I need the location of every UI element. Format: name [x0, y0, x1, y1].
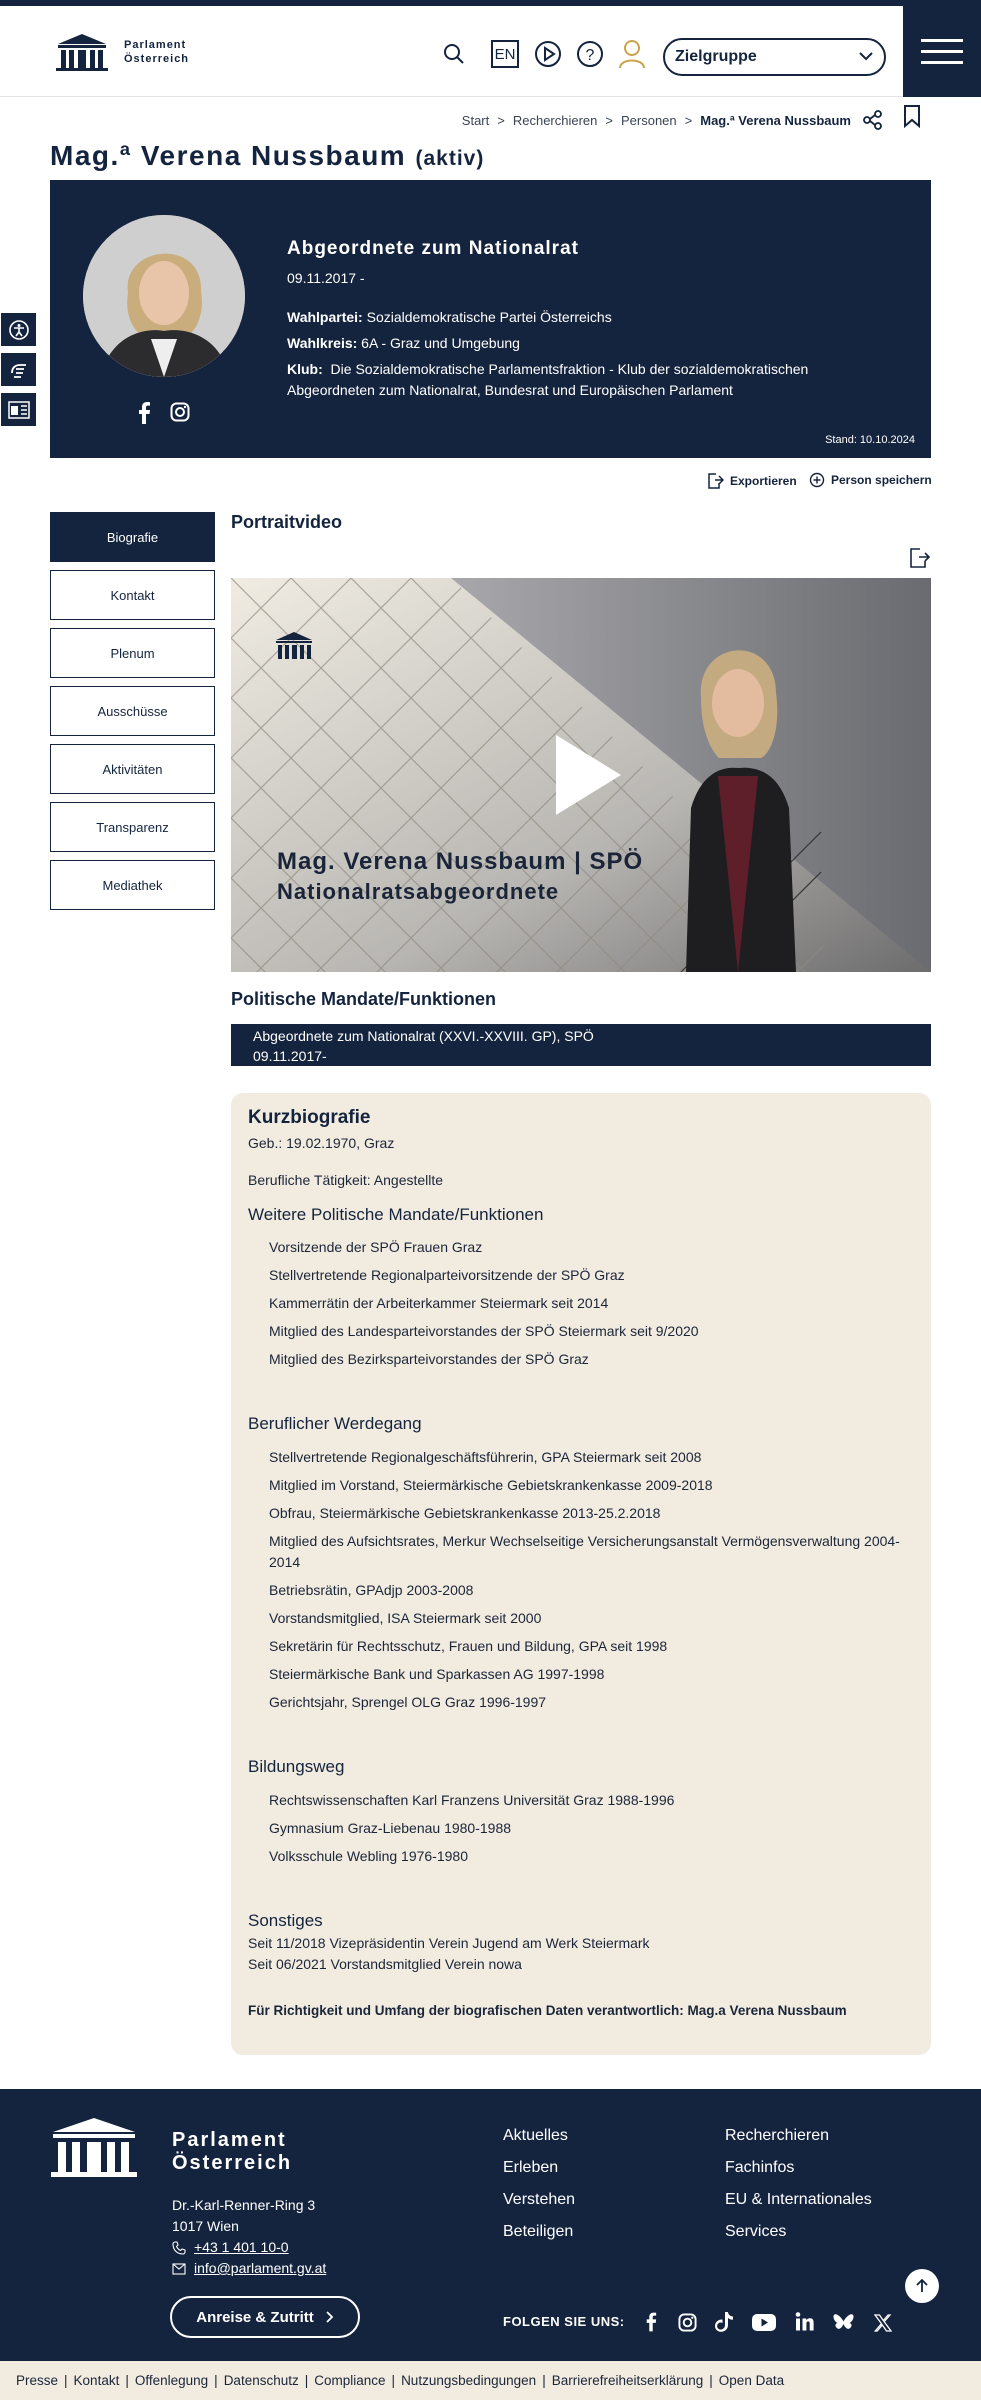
help-icon[interactable] — [576, 40, 604, 68]
footer-address1: Dr.-Karl-Renner-Ring 3 — [172, 2197, 316, 2213]
instagram-icon[interactable] — [170, 402, 190, 422]
profile-card — [50, 180, 931, 458]
list-item: Mitglied des Landesparteivorstandes der SPÖ Steiermark seit 9/2020 — [269, 1323, 699, 1339]
footer-address2: 1017 Wien — [172, 2218, 239, 2234]
wahlpartei-label: Wahlpartei: — [287, 309, 363, 325]
wahlpartei-value: Sozialdemokratische Partei Österreichs — [366, 309, 612, 325]
legal-link-datenschutz[interactable]: Datenschutz — [223, 2373, 299, 2388]
klub-value: Die Sozialdemokratische Parlamentsfraktion - Klub der sozialdemokratischen Abgeordneten zum Nationalrat, Bundesrat und Europäischen Parlament — [287, 361, 809, 398]
profile-role: Abgeordnete zum Nationalrat — [287, 238, 579, 259]
video-title-line1: Mag. Verena Nussbaum | SPÖ — [277, 848, 644, 875]
bio-sonstiges-1: Seit 11/2018 Vizepräsidentin Verein Jugend am Werk Steiermark — [248, 1935, 650, 1951]
footer-link-fachinfos[interactable]: Fachinfos — [725, 2159, 795, 2176]
svg-text:?: ? — [585, 47, 595, 64]
nav-transparenz[interactable]: Transparenz — [50, 802, 215, 852]
list-item: Obfrau, Steiermärkische Gebietskrankenkasse 2013-25.2.2018 — [269, 1505, 661, 1521]
legal-link-offenlegung[interactable]: Offenlegung — [134, 2373, 209, 2388]
anreise-label: Anreise & Zutritt — [196, 2308, 314, 2326]
profile-date: 09.11.2017 - — [287, 270, 365, 286]
wahlkreis-label: Wahlkreis: — [287, 335, 358, 351]
parliament-building-icon — [54, 32, 110, 72]
list-item: Vorstandsmitglied, ISA Steiermark seit 2000 — [269, 1610, 542, 1626]
page-title — [50, 140, 484, 172]
bio-job: Berufliche Tätigkeit: Angestellte — [248, 1172, 444, 1188]
list-item: Stellvertretende Regionalparteivorsitzende der SPÖ Graz — [269, 1267, 625, 1283]
footer-link-recherchieren[interactable]: Recherchieren — [725, 2127, 830, 2144]
footer-link-eu[interactable]: EU & Internationales — [725, 2191, 872, 2208]
search-icon[interactable] — [440, 40, 468, 68]
klub-label: Klub: — [287, 361, 323, 377]
list-item: Steiermärkische Bank und Sparkassen AG 1997-1998 — [269, 1666, 605, 1682]
x-icon[interactable] — [874, 2314, 892, 2332]
facebook-icon[interactable] — [645, 2312, 657, 2332]
bio-weitere-heading: Weitere Politische Mandate/Funktionen — [248, 1205, 544, 1224]
breadcrumb-start[interactable]: Start — [461, 112, 490, 128]
legal-link-barrierefreiheit[interactable]: Barrierefreiheitserklärung — [551, 2373, 704, 2388]
parliament-building-icon[interactable] — [49, 2114, 139, 2178]
list-item: Kammerrätin der Arbeiterkammer Steiermark seit 2014 — [269, 1295, 609, 1311]
list-item: Gymnasium Graz-Liebenau 1980-1988 — [269, 1820, 512, 1836]
nav-aktivitaeten[interactable]: Aktivitäten — [50, 744, 215, 794]
menu-button[interactable] — [903, 6, 981, 97]
list-item: Vorsitzende der SPÖ Frauen Graz — [269, 1239, 483, 1255]
list-item: Stellvertretende Regionalgeschäftsführerin, GPA Steiermark seit 2008 — [269, 1449, 702, 1465]
tiktok-icon[interactable] — [715, 2311, 733, 2332]
share-icon[interactable] — [863, 110, 883, 130]
video-thumbnail — [231, 578, 931, 972]
facebook-icon[interactable] — [137, 402, 151, 424]
wahlkreis-value: 6A - Graz und Umgebung — [361, 335, 520, 351]
footer-email[interactable]: info@parlament.gv.at — [194, 2260, 327, 2276]
list-item: Mitglied des Aufsichtsrates, Merkur Wechselseitige Versicherungsanstalt Vermögensverwaltung 2004-2014 — [269, 1533, 900, 1570]
mandate-heading: Politische Mandate/Funktionen — [231, 989, 497, 1009]
instagram-icon[interactable] — [678, 2313, 697, 2332]
portrait-video[interactable] — [231, 578, 931, 972]
werdegang-list — [248, 1447, 914, 1713]
parlament-logo[interactable] — [54, 32, 189, 72]
bio-sonstiges-heading: Sonstiges — [248, 1911, 323, 1930]
breadcrumb-recherchieren[interactable]: Recherchieren — [512, 112, 598, 128]
bluesky-icon[interactable] — [833, 2313, 854, 2332]
save-person-link[interactable] — [809, 472, 932, 488]
phone-icon — [172, 2241, 186, 2255]
stand-date: Stand: 10.10.2024 — [825, 434, 915, 446]
nav-kontakt[interactable]: Kontakt — [50, 570, 215, 620]
footer-logo-line1: Parlament — [172, 2129, 287, 2151]
add-circle-icon — [809, 472, 825, 488]
nav-plenum[interactable]: Plenum — [50, 628, 215, 678]
footer-link-services[interactable]: Services — [725, 2223, 787, 2240]
export-icon[interactable] — [907, 546, 931, 570]
mandate-line1: Abgeordnete zum Nationalrat (XXVI.-XXVIII. GP), SPÖ — [253, 1028, 594, 1044]
back-to-top-button[interactable] — [905, 2269, 939, 2303]
bio-born: Geb.: 19.02.1970, Graz — [248, 1135, 395, 1151]
bio-werdegang-heading: Beruflicher Werdegang — [248, 1414, 422, 1433]
export-label: Exportieren — [730, 474, 797, 488]
sign-language-icon[interactable] — [0, 352, 37, 387]
breadcrumb: Start > Recherchieren > Personen > Mag.ª Verena Nussbaum — [462, 110, 883, 130]
anreise-button[interactable] — [170, 2296, 360, 2338]
linkedin-icon[interactable] — [795, 2312, 814, 2331]
nav-mediathek[interactable]: Mediathek — [50, 860, 215, 910]
list-item: Volksschule Webling 1976-1980 — [269, 1848, 468, 1864]
person-status: (aktiv) — [415, 147, 485, 170]
zielgruppe-label: Zielgruppe — [675, 48, 757, 65]
bio-sonstiges-2: Seit 06/2021 Vorstandsmitglied Verein nowa — [248, 1956, 522, 1972]
youtube-icon[interactable] — [752, 2314, 776, 2331]
mandate-line2: 09.11.2017- — [253, 1048, 327, 1064]
footer-link-beteiligen[interactable]: Beteiligen — [503, 2223, 574, 2240]
breadcrumb-personen[interactable]: Personen — [620, 112, 677, 128]
person-name: Mag.ª Verena Nussbaum — [50, 140, 407, 171]
footer-link-aktuelles[interactable]: Aktuelles — [503, 2127, 568, 2144]
list-item: Sekretärin für Rechtsschutz, Frauen und Bildung, GPA seit 1998 — [269, 1638, 668, 1654]
footer-link-erleben[interactable]: Erleben — [503, 2159, 559, 2176]
nav-biografie[interactable]: Biografie — [50, 512, 215, 562]
list-item: Mitglied im Vorstand, Steiermärkische Gebietskrankenkasse 2009-2018 — [269, 1477, 713, 1493]
biography-card — [231, 1093, 931, 2055]
portraitvideo-heading: Portraitvideo — [231, 512, 343, 532]
legal-link-open-data[interactable]: Open Data — [718, 2373, 785, 2388]
footer-phone[interactable]: +43 1 401 10-0 — [194, 2239, 289, 2255]
list-item: Gerichtsjahr, Sprengel OLG Graz 1996-1997 — [269, 1694, 547, 1710]
language-switch[interactable]: EN — [491, 40, 519, 68]
user-icon[interactable] — [618, 40, 646, 68]
weitere-list — [248, 1237, 914, 1370]
chevron-right-icon — [326, 2311, 334, 2323]
legal-link-kontakt[interactable]: Kontakt — [73, 2373, 120, 2388]
footer-logo-line2: Österreich — [172, 2152, 293, 2174]
logo-line1: Parlament — [124, 39, 187, 51]
site-header — [0, 6, 981, 97]
mail-icon — [172, 2263, 186, 2275]
arrow-up-icon — [916, 2279, 928, 2293]
legal-link-compliance[interactable]: Compliance — [314, 2373, 386, 2388]
footer-legal-bar: Presse | Kontakt | Offenlegung | Datenschutz | Compliance | Nutzungsbedingungen | Barrierefreiheitserklärung | Open Data — [0, 2361, 981, 2400]
portrait-photo — [83, 215, 245, 377]
play-icon[interactable] — [534, 40, 562, 68]
footer-link-verstehen[interactable]: Verstehen — [503, 2191, 576, 2208]
export-link[interactable] — [706, 472, 797, 490]
logo-line2: Österreich — [124, 53, 190, 65]
zielgruppe-select[interactable] — [663, 38, 886, 76]
site-footer — [0, 2089, 981, 2361]
legal-link-nutzungsbedingungen[interactable]: Nutzungsbedingungen — [401, 2373, 537, 2388]
accessibility-toolbar — [0, 312, 37, 432]
list-item: Rechtswissenschaften Karl Franzens Universität Graz 1988-1996 — [269, 1792, 675, 1808]
bio-heading: Kurzbiografie — [248, 1107, 371, 1128]
bio-bildung-heading: Bildungsweg — [248, 1757, 345, 1776]
export-icon — [706, 472, 724, 490]
mandate-box — [231, 1024, 931, 1066]
video-title-line2: Nationalratsabgeordnete — [277, 879, 560, 904]
follow-label: FOLGEN SIE UNS: — [503, 2314, 625, 2329]
legal-link-presse[interactable]: Presse — [16, 2373, 59, 2388]
list-item: Betriebsrätin, GPAdjp 2003-2008 — [269, 1582, 474, 1598]
save-person-label: Person speichern — [831, 473, 932, 487]
nav-ausschuesse[interactable]: Ausschüsse — [50, 686, 215, 736]
accessibility-icon[interactable] — [0, 312, 37, 347]
easy-language-icon[interactable] — [0, 392, 37, 427]
bio-responsibility: Für Richtigkeit und Umfang der biografischen Daten verantwortlich: Mag.a Verena Nussbaum — [248, 2003, 847, 2018]
bookmark-icon[interactable] — [902, 104, 922, 128]
bildung-list — [248, 1790, 914, 1867]
breadcrumb-current: Mag.ª Verena Nussbaum — [700, 112, 851, 128]
chevron-down-icon — [858, 48, 874, 66]
list-item: Mitglied des Bezirksparteivorstandes der SPÖ Graz — [269, 1351, 589, 1367]
